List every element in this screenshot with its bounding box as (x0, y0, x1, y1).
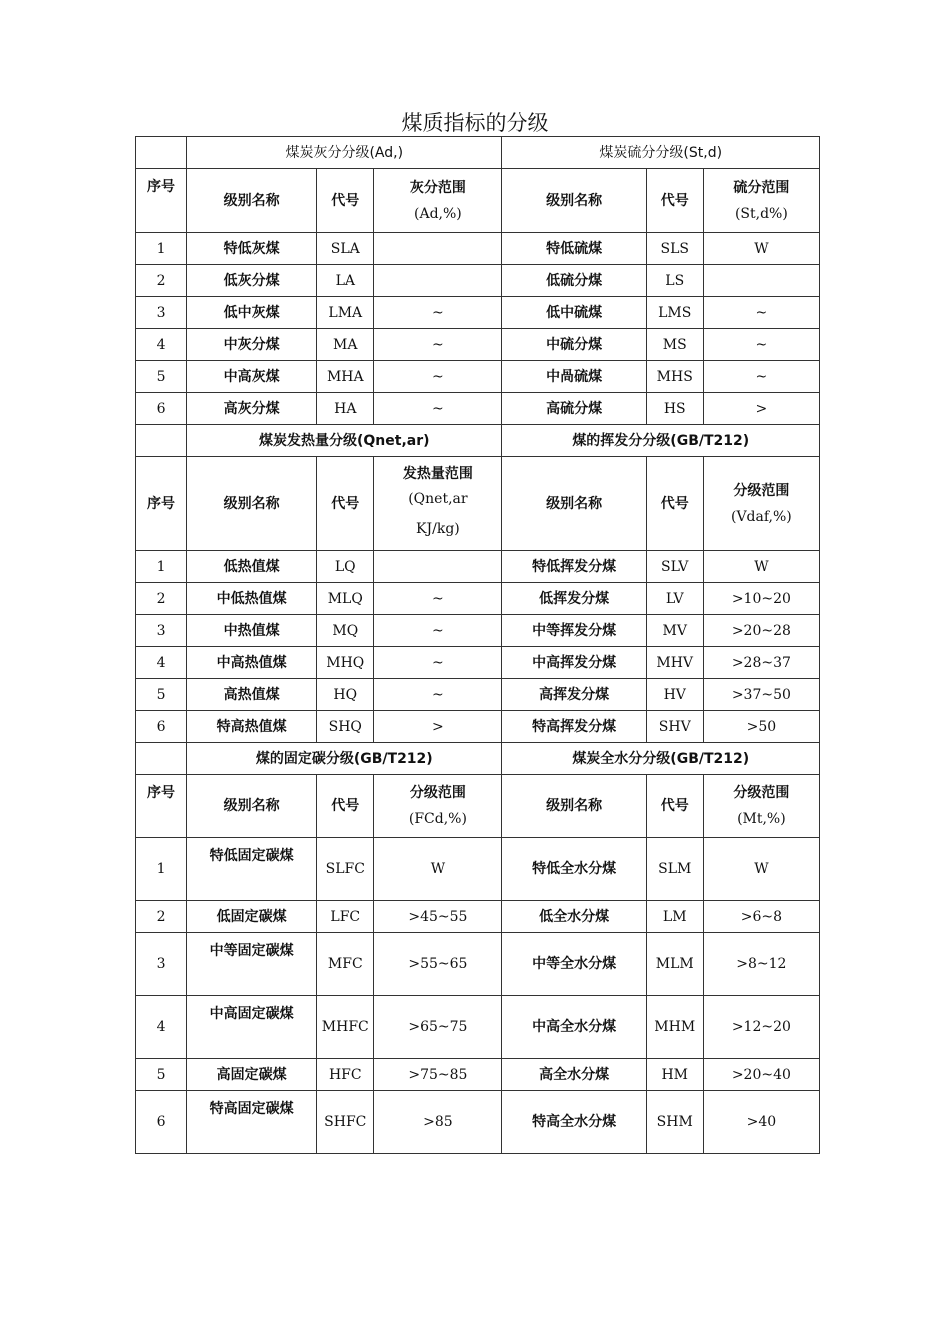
right-grade-code: MHV (646, 647, 703, 679)
table-row (136, 1059, 820, 1091)
left-grade-range: ~ (374, 647, 502, 679)
right-range-unit: (St,d%) (734, 205, 788, 222)
seq-header: 序号 (136, 169, 187, 233)
right-range-header (703, 169, 819, 233)
left-grade-code: SLA (317, 233, 374, 265)
left-grade-range (374, 233, 502, 265)
left-grade-code: LFC (317, 901, 374, 933)
left-grade-range (374, 265, 502, 297)
right-grade-code: MHS (646, 361, 703, 393)
left-range-unit: (Qnet,ar KJ/kg) (408, 490, 468, 537)
right-grade-name: 中咼硫煤 (502, 361, 646, 393)
left-grade-name: 低固定碳煤 (187, 901, 317, 933)
left-grade-name: 特低固定碳煤 (187, 838, 317, 901)
coal-quality-table (135, 136, 820, 1154)
right-range-unit: (Mt,%) (737, 811, 786, 827)
header-row (136, 457, 820, 551)
right-grade-name: 中高全水分煤 (502, 996, 646, 1059)
left-grade-name: 中低热值煤 (187, 583, 317, 615)
table-row (136, 329, 820, 361)
right-grade-code: HS (646, 393, 703, 425)
left-range-header (374, 775, 502, 838)
right-grade-name: 低硫分煤 (502, 265, 646, 297)
left-grade-name: 中热值煤 (187, 615, 317, 647)
right-range-label: 分级范围 (733, 482, 790, 499)
left-grade-name: 中灰分煤 (187, 329, 317, 361)
row-number: 5 (136, 679, 187, 711)
row-number: 3 (136, 615, 187, 647)
right-grade-name: 低中硫煤 (502, 297, 646, 329)
right-grade-code: HM (646, 1059, 703, 1091)
right-grade-range: ~ (703, 297, 819, 329)
left-grade-name: 特高热值煤 (187, 711, 317, 743)
right-name-header: 级别名称 (502, 775, 646, 838)
left-grade-code: LQ (317, 551, 374, 583)
left-grade-code: MLQ (317, 583, 374, 615)
right-grade-name: 特高全水分煤 (502, 1091, 646, 1154)
table-row (136, 679, 820, 711)
table-row (136, 297, 820, 329)
left-grade-range: ~ (374, 329, 502, 361)
right-grade-code: HV (646, 679, 703, 711)
left-grade-range: W (374, 838, 502, 901)
table-row (136, 233, 820, 265)
left-grade-code: HA (317, 393, 374, 425)
left-grade-name: 高固定碳煤 (187, 1059, 317, 1091)
row-number: 5 (136, 361, 187, 393)
left-grade-range: ~ (374, 583, 502, 615)
section-title-blank (136, 743, 187, 775)
left-grade-code: HFC (317, 1059, 374, 1091)
right-grade-name: 低全水分煤 (502, 901, 646, 933)
left-grade-name: 低灰分煤 (187, 265, 317, 297)
right-grade-code: LS (646, 265, 703, 297)
right-grade-code: SLV (646, 551, 703, 583)
right-grade-range: W (703, 233, 819, 265)
left-grade-name: 特低灰煤 (187, 233, 317, 265)
table-row (136, 933, 820, 996)
table-row (136, 996, 820, 1059)
section-right-title: 煤的挥发分分级(GB/T212) (502, 425, 820, 457)
section-left-title: 煤炭灰分分级(Ad,) (187, 137, 502, 169)
right-code-header: 代号 (646, 457, 703, 551)
row-number: 3 (136, 933, 187, 996)
right-grade-code: MS (646, 329, 703, 361)
right-grade-name: 特低全水分煤 (502, 838, 646, 901)
row-number: 1 (136, 551, 187, 583)
left-grade-code: LMA (317, 297, 374, 329)
right-name-header: 级别名称 (502, 457, 646, 551)
right-grade-range: >20~28 (703, 615, 819, 647)
left-name-header: 级别名称 (187, 457, 317, 551)
right-range-header (703, 775, 819, 838)
left-grade-range: >65~75 (374, 996, 502, 1059)
right-grade-range: >20~40 (703, 1059, 819, 1091)
right-grade-code: SLS (646, 233, 703, 265)
left-grade-name: 中高固定碳煤 (187, 996, 317, 1059)
left-grade-name: 低热值煤 (187, 551, 317, 583)
left-grade-name: 特高固定碳煤 (187, 1091, 317, 1154)
left-grade-name: 中高灰煤 (187, 361, 317, 393)
left-grade-range: ~ (374, 393, 502, 425)
left-grade-code: MHFC (317, 996, 374, 1059)
left-grade-name: 高灰分煤 (187, 393, 317, 425)
row-number: 2 (136, 583, 187, 615)
left-grade-range: ~ (374, 297, 502, 329)
left-range-label: 分级范围 (409, 785, 466, 801)
left-grade-code: MA (317, 329, 374, 361)
left-grade-code: SHFC (317, 1091, 374, 1154)
row-number: 1 (136, 838, 187, 901)
page-title: 煤质指标的分级 (401, 111, 549, 135)
left-name-header: 级别名称 (187, 775, 317, 838)
left-grade-code: MQ (317, 615, 374, 647)
left-grade-code: HQ (317, 679, 374, 711)
left-grade-range: >55~65 (374, 933, 502, 996)
left-range-header (374, 169, 502, 233)
row-number: 4 (136, 329, 187, 361)
right-grade-name: 中等挥发分煤 (502, 615, 646, 647)
right-grade-range: > (703, 393, 819, 425)
right-range-label: 硫分范围 (733, 179, 790, 196)
right-grade-code: SHM (646, 1091, 703, 1154)
right-grade-range: >40 (703, 1091, 819, 1154)
left-grade-range: ~ (374, 615, 502, 647)
left-grade-code: MHA (317, 361, 374, 393)
left-grade-name: 中高热值煤 (187, 647, 317, 679)
row-number: 1 (136, 233, 187, 265)
right-range-label: 分级范围 (733, 785, 790, 801)
section-left-title: 煤炭发热量分级(Qnet,ar) (187, 425, 502, 457)
left-grade-range: >45~55 (374, 901, 502, 933)
seq-header: 序号 (136, 775, 187, 838)
left-range-header (374, 457, 502, 551)
row-number: 5 (136, 1059, 187, 1091)
right-grade-range: >12~20 (703, 996, 819, 1059)
seq-header: 序号 (136, 457, 187, 551)
left-grade-name: 低中灰煤 (187, 297, 317, 329)
left-grade-name: 高热值煤 (187, 679, 317, 711)
left-grade-code: MFC (317, 933, 374, 996)
right-grade-range (703, 265, 819, 297)
right-grade-name: 中高挥发分煤 (502, 647, 646, 679)
right-grade-name: 中等全水分煤 (502, 933, 646, 996)
right-grade-range: W (703, 551, 819, 583)
left-code-header: 代号 (317, 457, 374, 551)
right-name-header: 级别名称 (502, 169, 646, 233)
row-number: 4 (136, 996, 187, 1059)
right-grade-name: 高挥发分煤 (502, 679, 646, 711)
section-right-title: 煤炭全水分分级(GB/T212) (502, 743, 820, 775)
section-title-row (136, 137, 820, 169)
row-number: 6 (136, 393, 187, 425)
table-row (136, 393, 820, 425)
table-row (136, 615, 820, 647)
section-right-title: 煤炭硫分分级(St,d) (502, 137, 820, 169)
table-row (136, 711, 820, 743)
right-grade-code: MV (646, 615, 703, 647)
right-grade-name: 低挥发分煤 (502, 583, 646, 615)
row-number: 6 (136, 711, 187, 743)
table-row (136, 583, 820, 615)
left-grade-range: >75~85 (374, 1059, 502, 1091)
right-grade-range: >8~12 (703, 933, 819, 996)
right-grade-code: LMS (646, 297, 703, 329)
right-grade-name: 中硫分煤 (502, 329, 646, 361)
left-grade-range: > (374, 711, 502, 743)
section-title-blank (136, 137, 187, 169)
right-grade-range: >28~37 (703, 647, 819, 679)
right-grade-name: 特高挥发分煤 (502, 711, 646, 743)
section-title-row (136, 743, 820, 775)
section-left-title: 煤的固定碳分级(GB/T212) (187, 743, 502, 775)
left-grade-code: LA (317, 265, 374, 297)
section-title-row (136, 425, 820, 457)
right-grade-code: LM (646, 901, 703, 933)
left-grade-name: 中等固定碳煤 (187, 933, 317, 996)
left-grade-code: SLFC (317, 838, 374, 901)
row-number: 2 (136, 901, 187, 933)
right-grade-name: 高硫分煤 (502, 393, 646, 425)
left-grade-range: ~ (374, 679, 502, 711)
left-grade-code: MHQ (317, 647, 374, 679)
right-range-unit: (Vdaf,%) (730, 508, 792, 525)
table-row (136, 838, 820, 901)
right-grade-code: SHV (646, 711, 703, 743)
header-row (136, 775, 820, 838)
right-grade-name: 高全水分煤 (502, 1059, 646, 1091)
right-code-header: 代号 (646, 775, 703, 838)
right-grade-code: LV (646, 583, 703, 615)
table-row (136, 551, 820, 583)
row-number: 2 (136, 265, 187, 297)
right-grade-code: MLM (646, 933, 703, 996)
right-grade-code: SLM (646, 838, 703, 901)
left-name-header: 级别名称 (187, 169, 317, 233)
table-row (136, 361, 820, 393)
table-row (136, 1091, 820, 1154)
left-range-unit: (Ad,%) (414, 205, 462, 222)
right-grade-range: >37~50 (703, 679, 819, 711)
header-row (136, 169, 820, 233)
right-grade-range: ~ (703, 329, 819, 361)
table-row (136, 647, 820, 679)
right-range-header (703, 457, 819, 551)
left-code-header: 代号 (317, 775, 374, 838)
right-grade-name: 特低挥发分煤 (502, 551, 646, 583)
table-row (136, 901, 820, 933)
right-grade-range: ~ (703, 361, 819, 393)
left-grade-range (374, 551, 502, 583)
left-code-header: 代号 (317, 169, 374, 233)
right-grade-range: >6~8 (703, 901, 819, 933)
left-grade-code: SHQ (317, 711, 374, 743)
table-row (136, 265, 820, 297)
section-title-blank (136, 425, 187, 457)
right-grade-range: W (703, 838, 819, 901)
row-number: 3 (136, 297, 187, 329)
row-number: 4 (136, 647, 187, 679)
right-grade-name: 特低硫煤 (502, 233, 646, 265)
left-grade-range: ~ (374, 361, 502, 393)
left-range-label: 灰分范围 (409, 179, 466, 196)
right-grade-code: MHM (646, 996, 703, 1059)
left-grade-range: >85 (374, 1091, 502, 1154)
left-range-unit: (FCd,%) (408, 811, 467, 827)
left-range-label: 发热量范围 (402, 465, 473, 482)
right-grade-range: >10~20 (703, 583, 819, 615)
right-grade-range: >50 (703, 711, 819, 743)
row-number: 6 (136, 1091, 187, 1154)
right-code-header: 代号 (646, 169, 703, 233)
